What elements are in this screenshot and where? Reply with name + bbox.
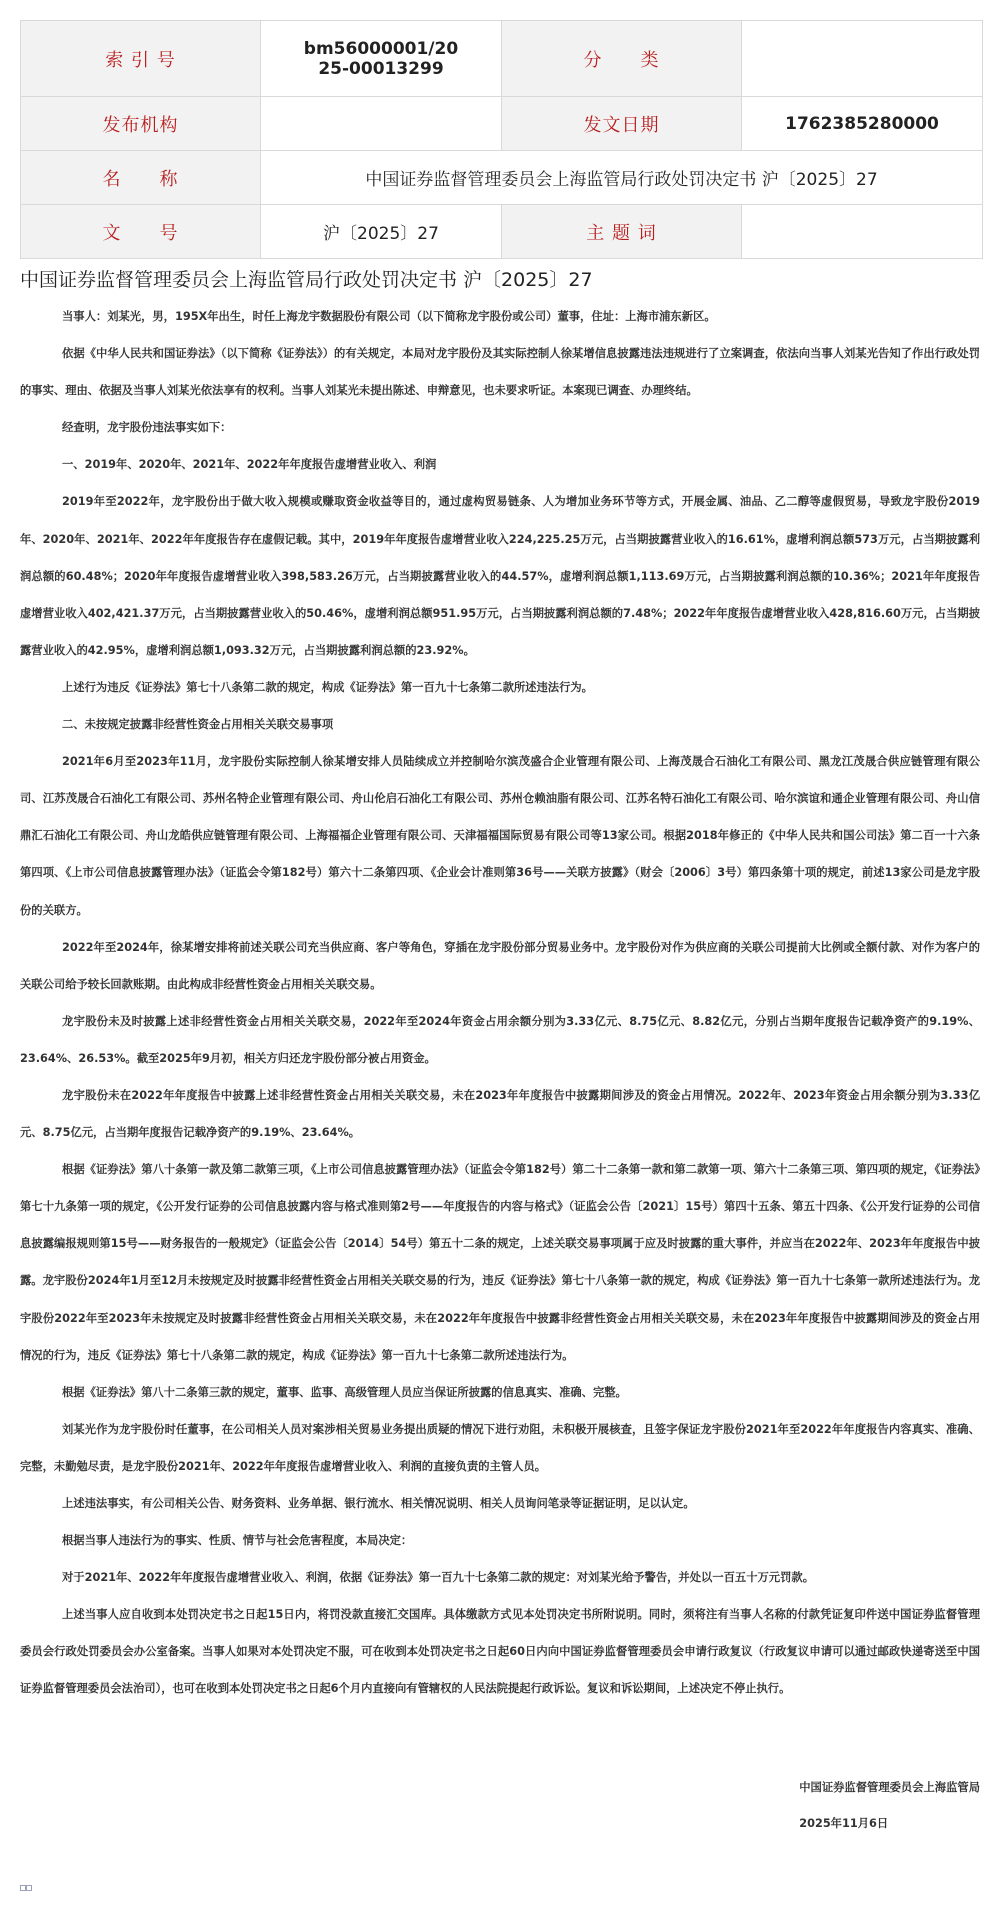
paragraph: 根据《证券法》第八十二条第三款的规定，董事、监事、高级管理人员应当保证所披露的信息真实、准确、完整。	[62, 1385, 627, 1399]
paragraph: 上述行为违反《证券法》第七十八条第二款的规定，构成《证券法》第一百九十七条第二款所述违法行为。	[62, 680, 593, 694]
section-heading: 二、未按规定披露非经营性资金占用相关关联交易事项	[62, 718, 334, 732]
paragraph: 龙宇股份未在2022年年度报告中披露上述非经营性资金占用相关关联交易，未在2023年年度报告中披露期间涉及的资金占用情况。2022年、2023年资金占用余额分别为3.33亿元、8.75亿元，占当期年度报告记载净资产的9.19%、23.64%。	[20, 1088, 980, 1140]
subject-label: 主 题 词	[502, 205, 742, 259]
signature-block	[799, 1770, 980, 1842]
document-meta-table	[20, 20, 983, 259]
section-heading: 一、2019年、2020年、2021年、2022年年度报告虚增营业收入、利润	[62, 458, 437, 472]
paragraph: 经查明，龙宇股份违法事实如下：	[62, 421, 232, 435]
index-number-label: 索 引 号	[21, 21, 261, 97]
publisher-label: 发布机构	[21, 97, 261, 151]
document-title: 中国证券监督管理委员会上海监管局行政处罚决定书 沪〔2025〕27	[20, 269, 593, 291]
paragraph: 2019年至2022年，龙宇股份出于做大收入规模或赚取资金收益等目的，通过虚构贸易链条、人为增加业务环节等方式，开展金属、油品、乙二醇等虚假贸易，导致龙宇股份2019年、2020年、2021年、2022年年度报告存在虚假记载。其中，2019年年度报告虚增营业收入224,225.25万元，占当期披露营业收入的16.61%，虚增利润总额573万元，占当期披露利润总额的60.48%；2020年年度报告虚增营业收入398,583.26万元，占当期披露营业收入的44.57%，虚增利润总额1,113.69万元，占当期披露利润总额的10.36%；2021年年度报告虚增营业收入402,421.37万元，占当期披露营业收入的50.46%，虚增利润总额951.95万元，占当期披露利润总额的7.48%；2022年年度报告虚增营业收入428,816.60万元，占当期披露营业收入的42.95%，虚增利润总额1,093.32万元，占当期披露利润总额的23.92%。	[20, 495, 980, 657]
issue-date-label: 发文日期	[502, 97, 742, 151]
paragraph: 根据当事人违法行为的事实、性质、情节与社会危害程度，本局决定：	[62, 1534, 413, 1548]
doc-name-value: 中国证券监督管理委员会上海监管局行政处罚决定书 沪〔2025〕27	[261, 151, 983, 205]
doc-name-label: 名 称	[21, 151, 261, 205]
paragraph: 刘某光作为龙宇股份时任董事，在公司相关人员对案涉相关贸易业务提出质疑的情况下进行劝阻，未积极开展核查，且签字保证龙宇股份2021年至2022年年度报告内容真实、准确、完整，未勤勉尽责，是龙宇股份2021年、2022年年度报告虚增营业收入、利润的直接负责的主管人员。	[20, 1422, 980, 1473]
paragraph: 2022年至2024年，徐某增安排将前述关联公司充当供应商、客户等角色，穿插在龙宇股份部分贸易业务中。龙宇股份对作为供应商的关联公司提前大比例或全额付款、对作为客户的关联公司给予较长回款账期。由此构成非经营性资金占用相关关联交易。	[20, 940, 980, 991]
doc-number-label: 文 号	[21, 205, 261, 259]
paragraph: 当事人：刘某光，男，195X年出生，时任上海龙宇数据股份有限公司（以下简称龙宇股份或公司）董事，住址：上海市浦东新区。	[62, 310, 716, 323]
paragraph: 上述违法事实，有公司相关公告、财务资料、业务单据、银行流水、相关情况说明、相关人员询问笔录等证据证明，足以认定。	[62, 1497, 695, 1510]
paragraph: 依据《中华人民共和国证券法》（以下简称《证券法》）的有关规定，本局对龙宇股份及其实际控制人徐某增信息披露违法违规进行了立案调查，依法向当事人刘某光告知了作出行政处罚的事实、理由、依据及当事人刘某光依法享有的权利。当事人刘某光未提出陈述、申辩意见，也未要求听证。本案现已调查、办理终结。	[20, 347, 980, 398]
publisher-value	[261, 97, 502, 151]
footer-link-icon[interactable]	[20, 1884, 32, 1895]
subject-value	[742, 205, 983, 259]
doc-number-value: 沪〔2025〕27	[261, 205, 502, 259]
paragraph: 对于2021年、2022年年度报告虚增营业收入、利润，依据《证券法》第一百九十七条第二款的规定：对刘某光给予警告，并处以一百五十万元罚款。	[62, 1571, 814, 1585]
category-label: 分 类	[502, 21, 742, 97]
paragraph: 2021年6月至2023年11月，龙宇股份实际控制人徐某增安排人员陆续成立并控制哈尔滨茂盛合企业管理有限公司、上海茂晟合石油化工有限公司、黑龙江茂晟合供应链管理有限公司、江苏茂晟合石油化工有限公司、苏州名特企业管理有限公司、舟山伦启石油化工有限公司、苏州仓赖油脂有限公司、江苏名特石油化工有限公司、哈尔滨谊和通企业管理有限公司、舟山信鼎汇石油化工有限公司、舟山龙皓供应链管理有限公司、上海福福企业管理有限公司、天津福福国际贸易有限公司等13家公司。根据2018年修正的《中华人民共和国公司法》第二百一十六条第四项、《上市公司信息披露管理办法》（证监会令第182号）第六十二条第四项、《企业会计准则第36号——关联方披露》（财会〔2006〕3号）第四条第十项的规定，前述13家公司是龙宇股份的关联方。	[20, 755, 980, 917]
paragraph: 上述当事人应自收到本处罚决定书之日起15日内，将罚没款直接汇交国库。具体缴款方式见本处罚决定书所附说明。同时，须将注有当事人名称的付款凭证复印件送中国证券监督管理委员会行政处罚委员会办公室备案。当事人如果对本处罚决定不服，可在收到本处罚决定书之日起60日内向中国证券监督管理委员会申请行政复议（行政复议申请可以通过邮政快递寄送至中国证券监督管理委员会法治司），也可在收到本处罚决定书之日起6个月内直接向有管辖权的人民法院提起行政诉讼。复议和诉讼期间，上述决定不停止执行。	[20, 1608, 980, 1696]
paragraph: 根据《证券法》第八十条第一款及第二款第三项，《上市公司信息披露管理办法》（证监会令第182号）第二十二条第一款和第二款第一项、第六十二条第三项、第四项的规定，《证券法》第七十九条第一项的规定，《公开发行证券的公司信息披露内容与格式准则第2号——年度报告的内容与格式》（证监会公告〔2021〕15号）第四十五条、第五十四条、《公开发行证券的公司信息披露编报规则第15号——财务报告的一般规定》（证监会公告〔2014〕54号）第五十二条的规定，上述关联交易事项属于应及时披露的重大事件，并应当在2022年、2023年年度报告中披露。龙宇股份2024年1月至12月未按规定及时披露非经营性资金占用相关关联交易的行为，违反《证券法》第七十八条第一款的规定，构成《证券法》第一百九十七条第一款所述违法行为。龙宇股份2022年至2023年未按规定及时披露非经营性资金占用相关关联交易，未在2022年年度报告中披露非经营性资金占用相关关联交易，未在2023年年度报告中披露期间涉及的资金占用情况的行为，违反《证券法》第七十八条第二款的规定，构成《证券法》第一百九十七条第二款所述违法行为。	[20, 1163, 980, 1362]
signature-date: 2025年11月6日	[799, 1817, 889, 1830]
signature-org: 中国证券监督管理委员会上海监管局	[799, 1781, 980, 1794]
issue-date-value: 1762385280000	[742, 97, 983, 151]
paragraph: 龙宇股份未及时披露上述非经营性资金占用相关关联交易，2022年至2024年资金占用余额分别为3.33亿元、8.75亿元、8.82亿元，分别占当期年度报告记载净资产的9.19%、23.64%、26.53%。截至2025年9月初，相关方归还龙宇股份部分被占用资金。	[20, 1014, 980, 1065]
document-body	[20, 298, 980, 1708]
category-value	[742, 21, 983, 97]
index-number-value: bm56000001/2025-00013299	[261, 21, 502, 97]
link-icon	[20, 1884, 32, 1892]
document-page	[20, 20, 980, 1708]
